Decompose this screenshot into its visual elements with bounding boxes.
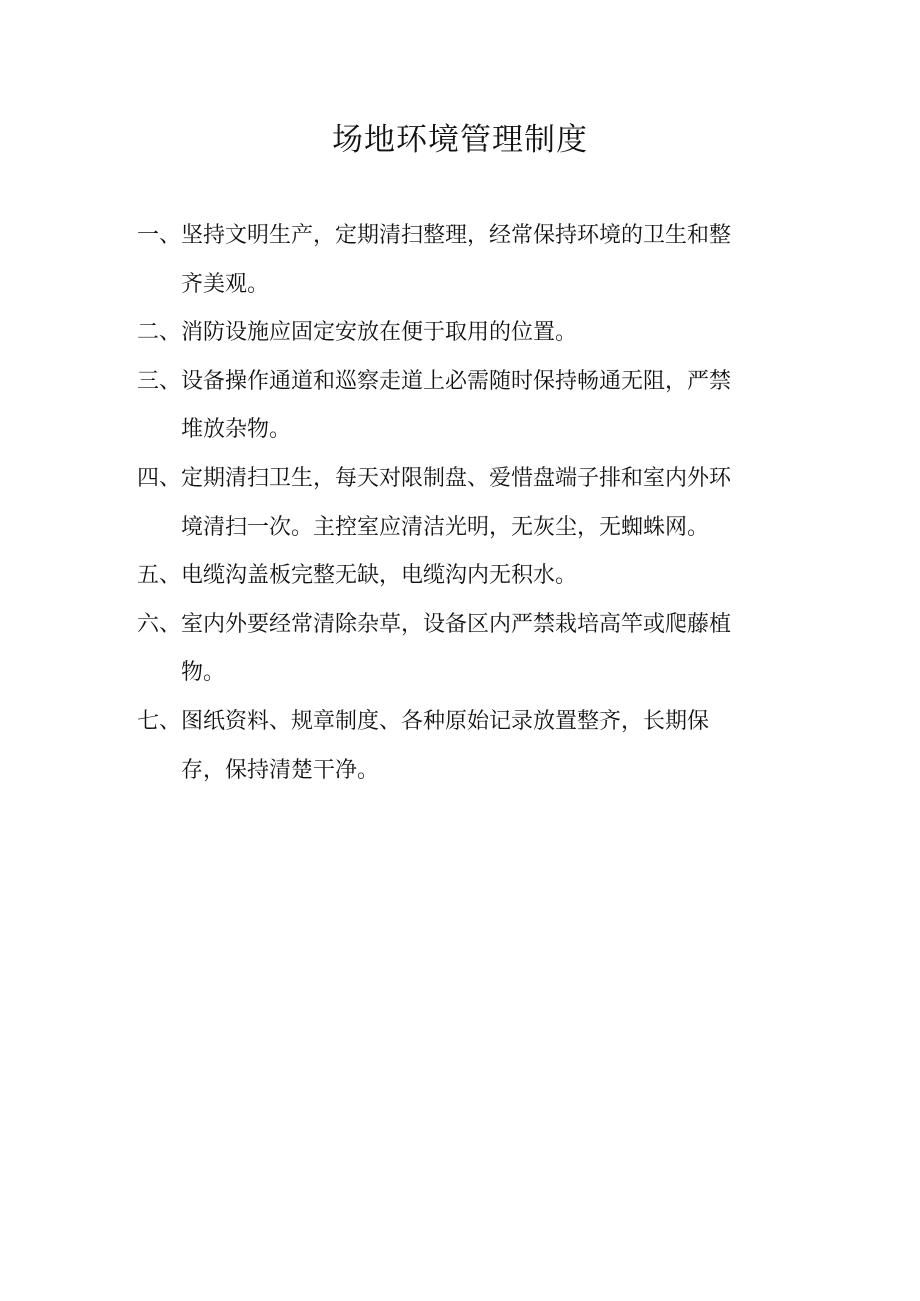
rule-item bbox=[137, 552, 777, 601]
rule-line: 境清扫一次。主控室应清洁光明，无灰尘，无蜘蛛网。 bbox=[181, 514, 710, 540]
rule-line: 存，保持清楚干净。 bbox=[181, 757, 380, 783]
rule-text bbox=[181, 358, 777, 455]
rule-item bbox=[137, 212, 777, 309]
rule-line: 室内外要经常清除杂草，设备区内严禁栽培高竿或爬藤植 bbox=[181, 611, 732, 637]
rule-line: 齐美观。 bbox=[181, 271, 270, 297]
rule-number: 六、 bbox=[137, 611, 182, 637]
rule-text bbox=[181, 212, 777, 309]
rule-text bbox=[181, 552, 777, 601]
rule-line: 物。 bbox=[181, 660, 226, 686]
rule-line: 定期清扫卫生，每天对限制盘、爱惜盘端子排和室内外环 bbox=[181, 465, 732, 491]
rule-number: 一、 bbox=[137, 223, 182, 248]
rule-item bbox=[137, 698, 777, 795]
rules-list bbox=[137, 212, 777, 795]
rule-line: 堆放杂物。 bbox=[181, 417, 292, 443]
rule-item bbox=[137, 601, 777, 698]
rule-line: 设备操作通道和巡察走道上必需随时保持畅通无阻，严禁 bbox=[181, 368, 732, 394]
rule-item bbox=[137, 358, 777, 455]
rule-number: 五、 bbox=[137, 563, 182, 589]
rule-text bbox=[181, 455, 777, 552]
rule-item bbox=[137, 309, 777, 358]
rule-text bbox=[181, 309, 777, 358]
rule-line: 图纸资料、规章制度、各种原始记录放置整齐，长期保 bbox=[181, 708, 710, 734]
rule-text bbox=[181, 698, 777, 795]
document-title: 场地环境管理制度 bbox=[332, 122, 588, 158]
rule-number: 三、 bbox=[137, 368, 182, 394]
rule-number: 二、 bbox=[137, 320, 182, 346]
rule-line: 坚持文明生产，定期清扫整理，经常保持环境的卫生和整 bbox=[181, 223, 732, 248]
rule-number: 四、 bbox=[137, 465, 182, 491]
rule-text bbox=[181, 601, 777, 698]
rule-line: 电缆沟盖板完整无缺，电缆沟内无积水。 bbox=[181, 563, 578, 589]
rule-line: 消防设施应固定安放在便于取用的位置。 bbox=[181, 320, 578, 346]
rule-item bbox=[137, 455, 777, 552]
rule-number: 七、 bbox=[137, 708, 182, 734]
